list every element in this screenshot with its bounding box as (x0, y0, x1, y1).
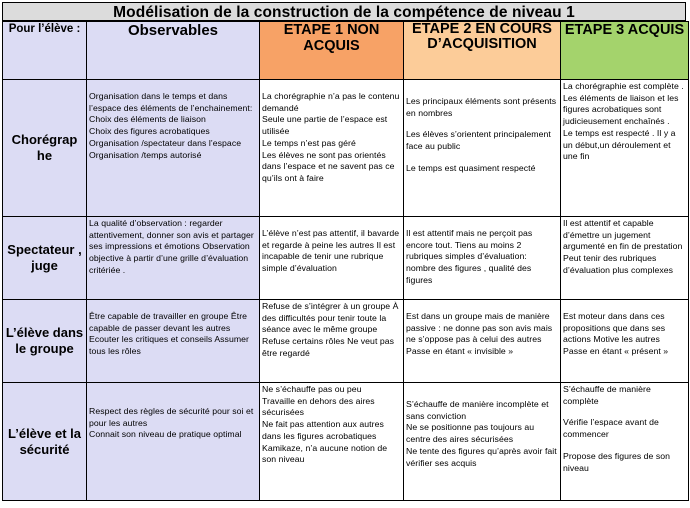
cell-text: Le temps est respecté . Il y a un début,un déroulement et une fin (563, 127, 676, 162)
etape1-cell (260, 300, 404, 383)
cell-text: Le temps n’est pas géré (262, 137, 356, 148)
cell-text: La qualité d’observation : regarder attentivement, donner son avis et partager ses impressions et émotions Observation objective à partir d’une grille d’évaluation critériée . (89, 218, 254, 275)
header-row (3, 22, 689, 80)
header-etape1: ETAPE 1 NON ACQUIS (260, 22, 404, 80)
competence-table (2, 21, 689, 501)
cell-text: Il est attentif mais ne perçoit pas encore tout. Tiens au moins 2 rubriques simples d’évaluation: nombre des figures , qualité des figures (406, 228, 533, 285)
cell-text: Refuse certains rôles Ne veut pas être regardé (262, 336, 395, 358)
table-row (3, 383, 689, 501)
cell-text: Refuse de s’intégrer à un groupe À des difficultés pour tenir toute la séance avec le même groupe (262, 301, 399, 335)
etape3-cell (561, 300, 689, 383)
cell-text: Être capable de travailler en groupe Être capable de passer devant les autres Ecouter les critiques et conseils Assumer tous les rôles (89, 311, 249, 357)
cell-text: Connait son niveau de pratique optimal (89, 429, 242, 440)
etape3-cell (561, 80, 689, 217)
header-etape2: ETAPE 2 EN COURS D’ACQUISITION (404, 22, 561, 80)
row-label-groupe: L’élève dans le groupe (3, 300, 87, 383)
table-row (3, 80, 689, 217)
cell-text: Les élèves s’orientent principalement face au public (406, 129, 551, 152)
etape1-cell (260, 217, 404, 300)
observables-cell (87, 300, 260, 383)
etape1-cell (260, 80, 404, 217)
cell-text: La chorégraphie n’a pas le contenu demandé (262, 91, 400, 113)
etape3-cell (561, 383, 689, 501)
cell-text: Ne tente des figures qu’après avoir fait vérifier ses acquis (406, 445, 557, 468)
page-title: Modélisation de la construction de la compétence de niveau 1 (2, 2, 686, 21)
cell-text: S’échauffe de manière complète (563, 384, 651, 406)
cell-text: Travaille en dehors des aires sécurisées (262, 395, 375, 418)
etape2-cell (404, 383, 561, 501)
row-label-spectateur: Spectateur , juge (3, 217, 87, 300)
cell-text: Il est attentif et capable d’émettre un jugement argumenté en fin de prestation Peut tenir des rubriques d’évaluation plus complexes (563, 218, 683, 275)
cell-text: Les principaux éléments sont présents en nombres (406, 96, 557, 118)
cell-text: La chorégraphie est complète . (563, 81, 684, 91)
row-label-securite: L’élève et la sécurité (3, 383, 87, 501)
cell-text: Les élèves ne sont pas orientés dans l’espace et ne savent pas ce qu’ils ont à faire (262, 149, 395, 183)
cell-text: Le temps est quasiment respecté (406, 162, 536, 173)
header-etape3: ETAPE 3 ACQUIS (561, 22, 689, 80)
row-label-choregraphe: Chorégrap he (3, 80, 87, 217)
etape2-cell (404, 217, 561, 300)
header-observables: Observables (87, 22, 260, 80)
cell-text: Organisation dans le temps et dans l’espace des éléments de l’enchainement: (89, 91, 253, 113)
table-row (3, 300, 689, 383)
cell-text: S’échauffe de manière incomplète et sans conviction (406, 399, 549, 421)
cell-text: Organisation /spectateur dans l’espace Organisation /temps autorisé (89, 137, 242, 160)
cell-text: Respect des règles de sécurité pour soi et pour les autres (89, 406, 254, 428)
cell-text: Ne se positionne pas toujours au centre des aires sécurisées (406, 422, 535, 445)
etape1-cell (260, 383, 404, 501)
cell-text: Choix des figures acrobatiques (89, 126, 210, 137)
cell-text: Seule une partie de l’espace est utilisée (262, 114, 388, 137)
observables-cell (87, 383, 260, 501)
cell-text: L’élève n’est pas attentif, il bavarde et regarde à peine les autres Il est incapable de tenir une rubrique simple d’évaluation (262, 228, 400, 274)
cell-text: Vérifie l’espace avant de commencer (563, 417, 659, 440)
cell-text: Est moteur dans dans ces propositions que dans ses actions Motive les autres Passe en étant « présent » (563, 311, 669, 357)
etape3-cell (561, 217, 689, 300)
header-pour-eleve: Pour l’élève : (3, 22, 87, 80)
observables-cell (87, 80, 260, 217)
cell-text: Ne s’échauffe pas ou peu (262, 384, 362, 394)
cell-text: Kamikaze, n’a aucune notion de son niveau (262, 442, 388, 465)
cell-text: Propose des figures de son niveau (563, 450, 671, 473)
cell-text: Ne fait pas attention aux autres dans les figures acrobatiques (262, 419, 384, 441)
etape2-cell (404, 80, 561, 217)
observables-cell (87, 217, 260, 300)
table-row (3, 217, 689, 300)
cell-text: Est dans un groupe mais de manière passive : ne donne pas son avis mais ne s’oppose pas à celui des autres Passe en étant « invisible » (406, 311, 553, 357)
cell-text: Choix des éléments de liaison (89, 114, 206, 125)
cell-text: Les éléments de liaison et les figures acrobatiques sont judicieusement enchaînés . (563, 92, 679, 127)
etape2-cell (404, 300, 561, 383)
